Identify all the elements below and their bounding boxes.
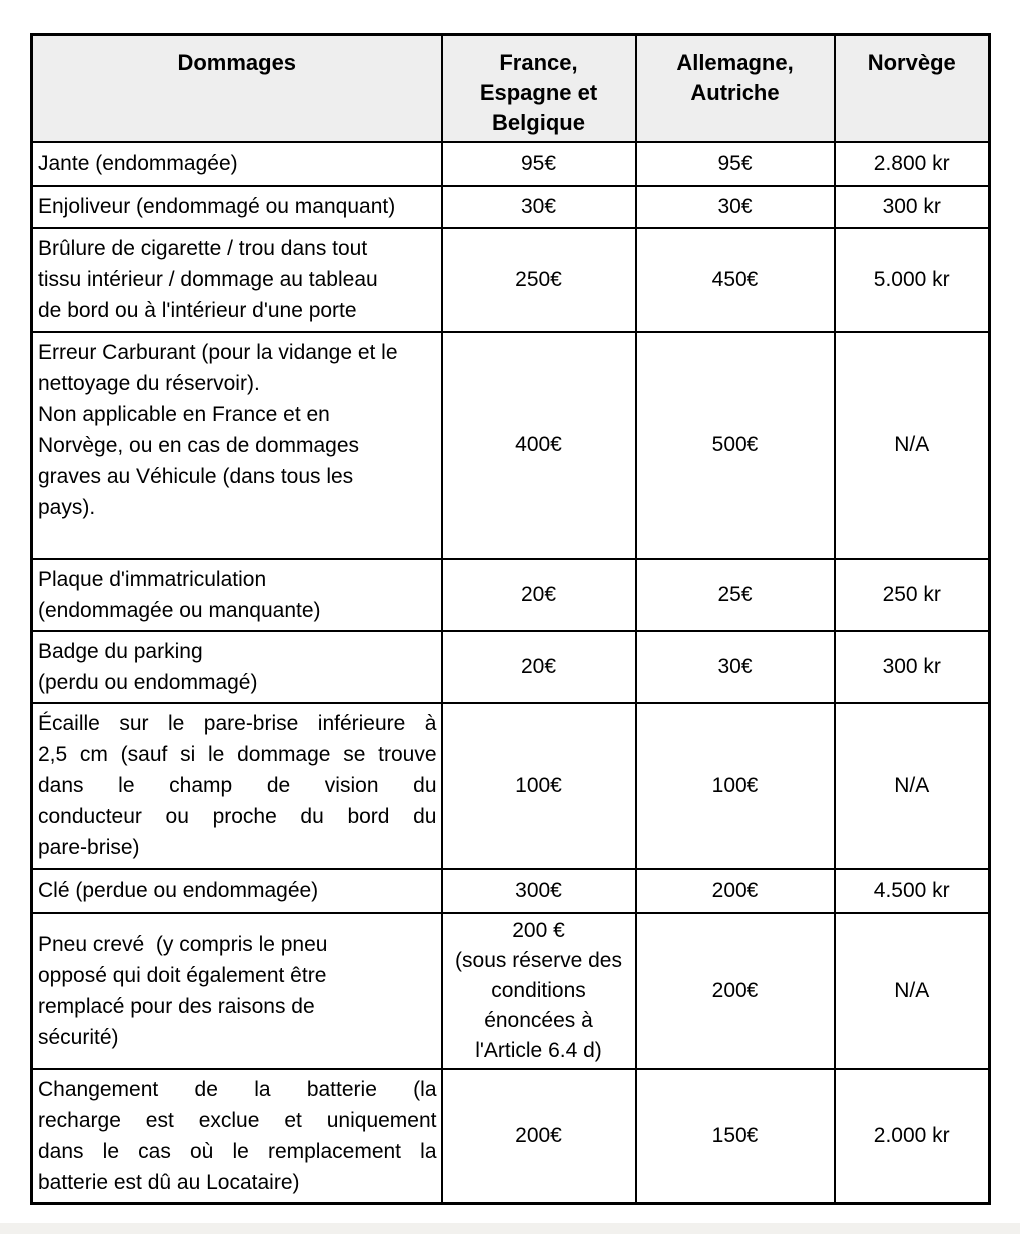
text-line: 95€ <box>520 151 557 175</box>
price-fr-es-be-cell <box>442 631 636 703</box>
text-line: 100€ <box>711 773 759 797</box>
table-row <box>32 228 990 332</box>
table-row <box>32 869 990 913</box>
damage-cell <box>32 631 442 703</box>
text-line: Écaille sur le pare-brise inférieure à <box>38 712 437 735</box>
price-de-at-cell <box>636 559 835 631</box>
text-line: recharge est exclue et uniquement <box>38 1108 437 1132</box>
text-line: Autriche <box>690 80 780 105</box>
text-line: (endommagée ou manquante) <box>38 598 321 622</box>
text-line: Norvège <box>867 50 956 75</box>
text-line: 500€ <box>711 433 759 456</box>
text-line: de bord ou à l'intérieur d'une porte <box>38 299 357 322</box>
text-line: (perdu ou endommagé) <box>38 670 258 694</box>
text-line: tissu intérieur / dommage au tableau <box>38 268 378 291</box>
text-line: 450€ <box>711 267 759 291</box>
text-line: Non applicable en France et en <box>38 402 330 426</box>
text-line: 2.000 kr <box>873 1123 950 1147</box>
text-line: 95€ <box>717 151 753 175</box>
text-line: Belgique <box>492 110 585 135</box>
text-line: 300 kr <box>882 654 941 678</box>
text-line: 250€ <box>515 267 562 291</box>
price-de-at-cell <box>636 703 835 869</box>
price-fr-es-be-cell <box>442 559 636 631</box>
table-row <box>32 631 990 703</box>
text-line: 30€ <box>520 194 557 218</box>
price-no-cell <box>835 186 990 228</box>
header-cell-norvege <box>835 35 990 142</box>
text-line: énoncées à <box>484 1008 593 1032</box>
price-de-at-cell <box>636 913 835 1069</box>
table-row <box>32 703 990 869</box>
price-no-cell <box>835 703 990 869</box>
text-line: 2.800 kr <box>873 151 950 175</box>
text-line: 200€ <box>711 878 759 902</box>
price-fr-es-be-cell <box>442 142 636 186</box>
text-line: 100€ <box>515 773 562 797</box>
text-line: Pneu crevé (y compris le pneu <box>38 932 328 956</box>
price-fr-es-be-cell <box>442 332 636 559</box>
text-line: Enjoliveur (endommagé ou manquant) <box>38 195 396 218</box>
damage-cell <box>32 913 442 1069</box>
price-de-at-cell <box>636 631 835 703</box>
text-line: 200€ <box>711 978 759 1002</box>
price-de-at-cell <box>636 1069 835 1204</box>
text-line: remplacé pour des raisons de <box>38 994 315 1018</box>
text-line: 400€ <box>515 433 562 456</box>
text-line: 30€ <box>717 654 753 678</box>
text-line: Badge du parking <box>38 639 203 663</box>
price-fr-es-be-cell <box>442 703 636 869</box>
text-line: Dommages <box>177 50 297 75</box>
text-line: Erreur Carburant (pour la vidange et le <box>38 340 398 364</box>
text-line: l'Article 6.4 d) <box>475 1038 602 1062</box>
price-no-cell <box>835 1069 990 1204</box>
text-line: pays). <box>38 495 96 519</box>
damage-cell <box>32 186 442 228</box>
price-de-at-cell <box>636 186 835 228</box>
text-line: 5.000 kr <box>873 267 950 291</box>
text-line: batterie est dû au Locataire) <box>38 1170 300 1194</box>
text-line: Plaque d'immatriculation <box>38 567 267 591</box>
text-line: 300 kr <box>882 194 941 218</box>
damage-cell <box>32 228 442 332</box>
text-line: 30€ <box>717 194 753 218</box>
text-line: Brûlure de cigarette / trou dans tout <box>38 237 368 260</box>
table-row <box>32 559 990 631</box>
text-line: graves au Véhicule (dans tous les <box>38 464 354 488</box>
text-line: (sous réserve des <box>455 948 622 972</box>
text-line: 4.500 kr <box>873 878 950 902</box>
damage-cell <box>32 142 442 186</box>
damage-cell <box>32 559 442 631</box>
text-line: N/A <box>894 433 930 456</box>
text-line: N/A <box>894 978 930 1002</box>
text-line: 250 kr <box>882 582 941 606</box>
text-line: 2,5 cm (sauf si le dommage se trouve <box>38 743 437 766</box>
text-line: N/A <box>894 773 930 797</box>
text-line: Allemagne, <box>676 50 794 75</box>
text-line: pare-brise) <box>38 836 140 859</box>
text-line: 150€ <box>711 1123 759 1147</box>
table-row <box>32 913 990 1069</box>
table-header-row <box>32 35 990 142</box>
price-no-cell <box>835 228 990 332</box>
text-line: sécurité) <box>38 1025 119 1049</box>
price-de-at-cell <box>636 869 835 913</box>
text-line: 20€ <box>520 582 557 606</box>
text-line: dans le champ de vision du <box>38 774 437 797</box>
text-line: nettoyage du réservoir). <box>38 371 260 395</box>
damages-fee-table <box>30 33 991 1205</box>
text-line: opposé qui doit également être <box>38 963 327 987</box>
table-row <box>32 186 990 228</box>
text-line <box>38 523 437 554</box>
price-de-at-cell <box>636 142 835 186</box>
price-fr-es-be-cell <box>442 869 636 913</box>
table-row <box>32 332 990 559</box>
price-no-cell <box>835 631 990 703</box>
text-line: 20€ <box>520 654 557 678</box>
header-cell-france-espagne-belgique <box>442 35 636 142</box>
header-cell-dommages <box>32 35 442 142</box>
text-line: Changement de la batterie (la <box>38 1077 437 1101</box>
text-line: Espagne et <box>479 80 598 105</box>
damage-cell <box>32 332 442 559</box>
header-cell-allemagne-autriche <box>636 35 835 142</box>
price-no-cell <box>835 913 990 1069</box>
page-bottom-edge <box>0 1223 1020 1234</box>
price-no-cell <box>835 332 990 559</box>
text-line: 200€ <box>515 1123 562 1147</box>
damage-cell <box>32 1069 442 1204</box>
text-line: conducteur ou proche du bord du <box>38 805 437 828</box>
text-line: Jante (endommagée) <box>38 152 238 175</box>
text-line: conditions <box>491 978 586 1002</box>
price-fr-es-be-cell <box>442 1069 636 1204</box>
text-line: Norvège, ou en cas de dommages <box>38 433 360 457</box>
table-row <box>32 1069 990 1204</box>
text-line: 300€ <box>515 878 562 902</box>
table-row <box>32 142 990 186</box>
price-no-cell <box>835 559 990 631</box>
damage-cell <box>32 703 442 869</box>
price-no-cell <box>835 142 990 186</box>
price-no-cell <box>835 869 990 913</box>
text-line: France, <box>499 50 578 75</box>
price-fr-es-be-cell <box>442 913 636 1069</box>
text-line: 25€ <box>717 582 753 606</box>
price-fr-es-be-cell <box>442 186 636 228</box>
price-fr-es-be-cell <box>442 228 636 332</box>
text-line: 200 € <box>512 918 565 942</box>
price-de-at-cell <box>636 228 835 332</box>
damage-cell <box>32 869 442 913</box>
text-line: dans le cas où le remplacement la <box>38 1139 437 1163</box>
price-de-at-cell <box>636 332 835 559</box>
text-line: Clé (perdue ou endommagée) <box>38 879 319 902</box>
